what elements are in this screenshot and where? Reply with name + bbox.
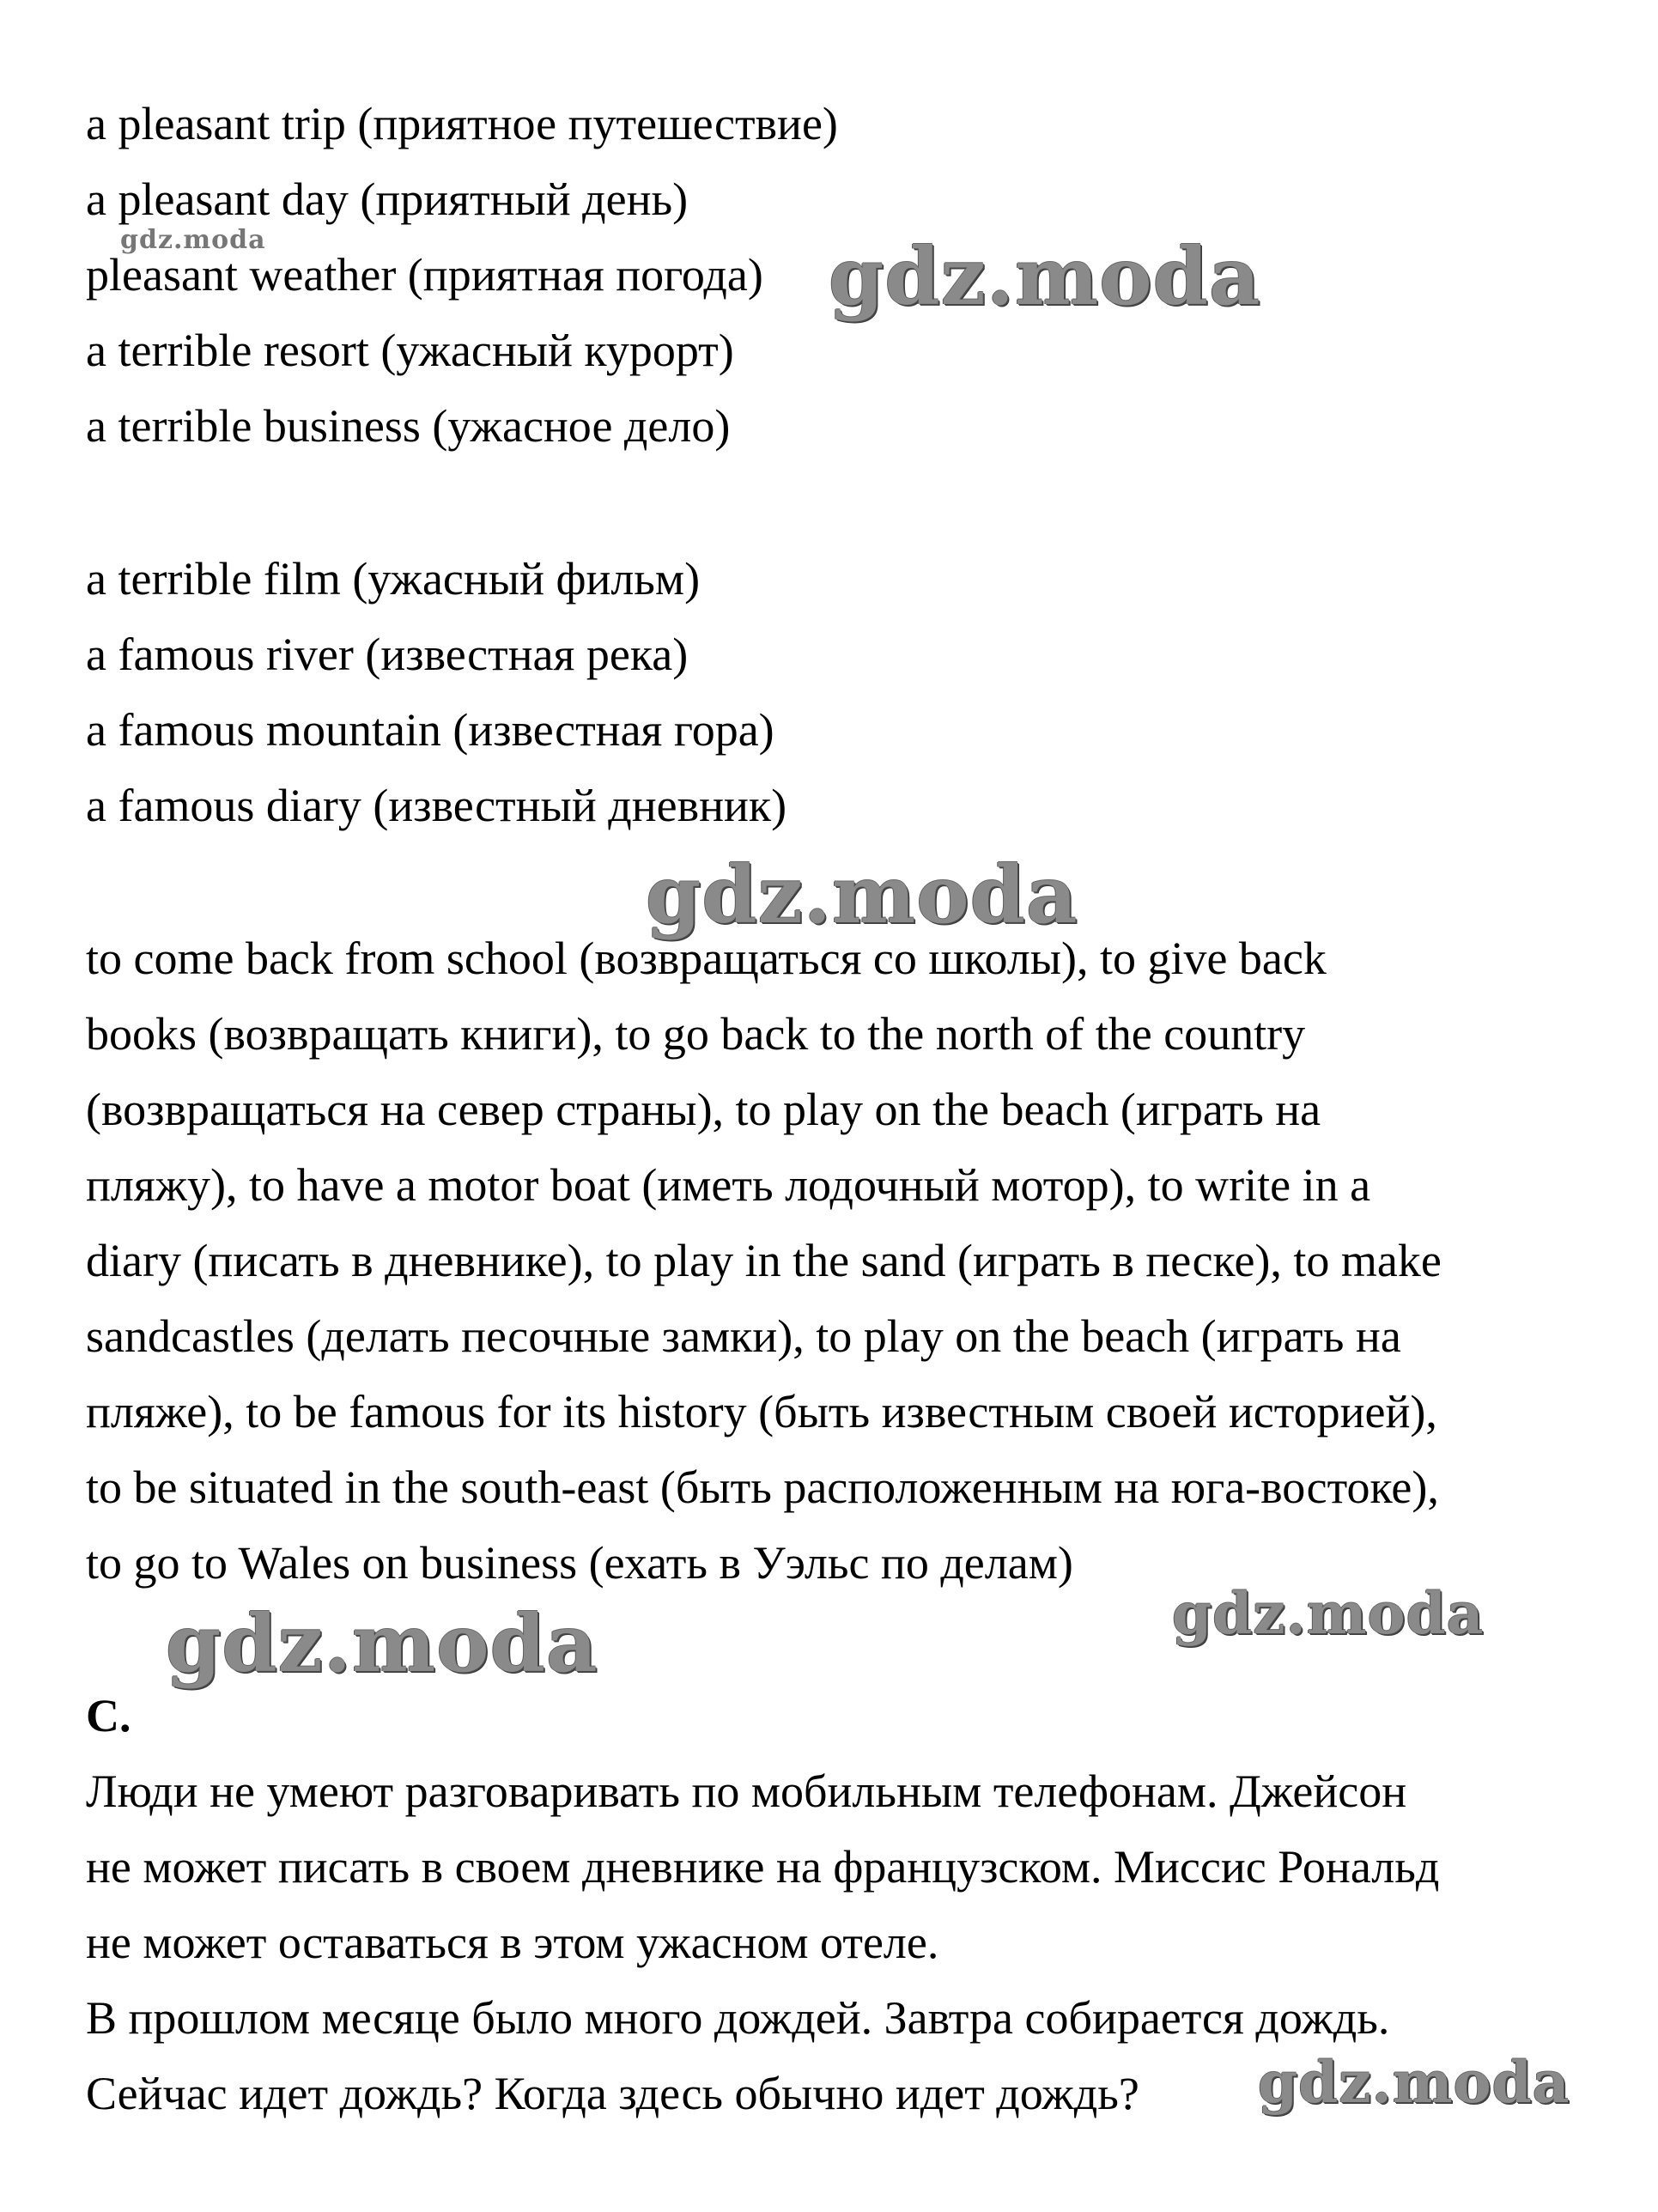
phrase-line: a terrible film (ужасный фильм) bbox=[86, 553, 701, 605]
phrase-line: a pleasant trip (приятное путешествие) bbox=[86, 98, 838, 149]
watermark: gdz.moda bbox=[1258, 2049, 1570, 2116]
translation-line: Сейчас идет дождь? Когда здесь обычно идет дождь? bbox=[86, 2068, 1139, 2119]
phrase-line: a famous mountain (известная гора) bbox=[86, 704, 774, 756]
paragraph-line: пляже), to be famous for its history (быть известным своей историей), bbox=[86, 1386, 1437, 1437]
paragraph-line: to be situated in the south-east (быть расположенным на юга-востоке), bbox=[86, 1462, 1439, 1513]
paragraph-line: books (возвращать книги), to go back to the north of the country bbox=[86, 1008, 1306, 1060]
phrase-line: a terrible business (ужасное дело) bbox=[86, 400, 731, 452]
translation-line: В прошлом месяце было много дождей. Завтра собирается дождь. bbox=[86, 1992, 1390, 2044]
paragraph-line: пляжу), to have a motor boat (иметь лодочный мотор), to write in a bbox=[86, 1159, 1371, 1211]
section-heading: C. bbox=[86, 1690, 131, 1741]
watermark: gdz.moda bbox=[166, 1597, 598, 1690]
phrase-line: pleasant weather (приятная погода) bbox=[86, 249, 763, 301]
phrase-line: a pleasant day (приятный день) bbox=[86, 173, 689, 225]
translation-line: не может оставаться в этом ужасном отеле. bbox=[86, 1917, 939, 1968]
phrase-line: a terrible resort (ужасный курорт) bbox=[86, 325, 734, 376]
translation-line: не может писать в своем дневнике на французском. Миссис Рональд bbox=[86, 1841, 1440, 1893]
paragraph-line: (возвращаться на север страны), to play on the beach (играть на bbox=[86, 1084, 1321, 1135]
phrase-line: a famous diary (известный дневник) bbox=[86, 780, 787, 831]
paragraph-line: diary (писать в дневнике), to play in the sand (играть в песке), to make bbox=[86, 1235, 1442, 1286]
paragraph-line: sandcastles (делать песочные замки), to play on the beach (играть на bbox=[86, 1310, 1401, 1362]
translation-line: Люди не умеют разговаривать по мобильным телефонам. Джейсон bbox=[86, 1765, 1407, 1817]
paragraph-line: to go to Wales on business (ехать в Уэльс по делам) bbox=[86, 1537, 1073, 1589]
watermark: gdz.moda bbox=[1172, 1580, 1485, 1647]
phrase-line: a famous river (известная река) bbox=[86, 629, 689, 680]
watermark-small: gdz.moda bbox=[120, 225, 266, 255]
paragraph-line: to come back from school (возвращаться со школы), to give back bbox=[86, 933, 1327, 984]
watermark: gdz.moda bbox=[646, 848, 1078, 941]
watermark: gdz.moda bbox=[829, 230, 1261, 323]
